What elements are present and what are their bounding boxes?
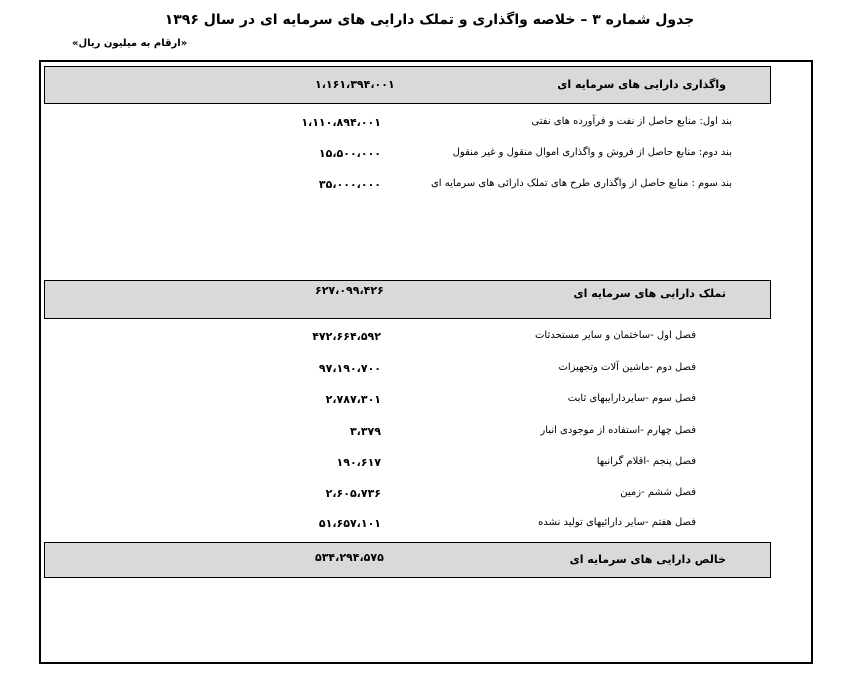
acquisition-item-amount: ۲،۶۰۵،۷۳۶ [325, 487, 381, 500]
acquisition-item-amount: ۵۱،۶۵۷،۱۰۱ [318, 517, 381, 530]
disposal-item-label: بند سوم : منابع حاصل از واگذاری طرح های تملک دارائی های سرمایه ای [430, 178, 732, 189]
acquisition-item-label: فصل اول -ساختمان و سایر مستحدثات [535, 330, 696, 341]
acquisition-item-label: فصل دوم -ماشین آلات وتجهیزات [558, 362, 696, 373]
net-header-row [44, 542, 771, 578]
disposal-header-row [44, 66, 771, 104]
net-amount: ۵۳۴،۲۹۴،۵۷۵ [315, 551, 384, 564]
disposal-item-2 [0, 147, 859, 163]
acquisition-item-3 [0, 393, 859, 409]
net-label: خالص دارایی های سرمایه ای [569, 553, 726, 566]
acquisition-item-2 [0, 362, 859, 378]
disposal-item-1 [0, 116, 859, 132]
acquisition-item-label: فصل هفتم -سایر دارائیهای تولید نشده [538, 517, 696, 528]
acquisition-item-amount: ۳،۳۷۹ [349, 425, 381, 438]
unit-note: «ارقام به میلیون ریال» [72, 38, 188, 49]
acquisition-header-amount: ۶۲۷،۰۹۹،۴۲۶ [315, 284, 384, 297]
page-title: جدول شماره ۳ – خلاصه واگذاری و تملک دارایی های سرمایه ای در سال ۱۳۹۶ [164, 12, 695, 28]
acquisition-item-label: فصل سوم -سایردارایبهای ثابت [567, 393, 696, 404]
disposal-item-amount: ۱۵،۵۰۰،۰۰۰ [318, 147, 381, 160]
disposal-header-amount: ۱،۱۶۱،۳۹۴،۰۰۱ [315, 78, 395, 91]
acquisition-item-amount: ۴۷۲،۶۶۴،۵۹۲ [312, 330, 381, 343]
acquisition-item-7 [0, 517, 859, 533]
disposal-header-label: واگذاری دارایی های سرمایه ای [557, 78, 726, 91]
disposal-item-amount: ۳۵،۰۰۰،۰۰۰ [318, 178, 381, 191]
disposal-item-label: بند اول: منابع حاصل از نفت و فرآورده های نفتی [531, 116, 732, 127]
acquisition-item-label: فصل پنجم -اقلام گرانبها [596, 456, 696, 467]
acquisition-item-5 [0, 456, 859, 472]
disposal-item-3 [0, 178, 859, 194]
acquisition-item-amount: ۹۷،۱۹۰،۷۰۰ [318, 362, 381, 375]
acquisition-item-amount: ۲،۷۸۷،۳۰۱ [325, 393, 381, 406]
disposal-item-label: بند دوم: منابع حاصل از فروش و واگذاری اموال منقول و غیر منقول [452, 147, 732, 158]
acquisition-item-6 [0, 487, 859, 503]
acquisition-header-label: تملک دارایی های سرمایه ای [573, 287, 726, 300]
acquisition-header-row [44, 280, 771, 319]
disposal-item-amount: ۱،۱۱۰،۸۹۴،۰۰۱ [301, 116, 381, 129]
acquisition-item-1 [0, 330, 859, 346]
acquisition-item-label: فصل چهارم -استفاده از موجودی انبار [540, 425, 696, 436]
acquisition-item-4 [0, 425, 859, 441]
acquisition-item-amount: ۱۹۰،۶۱۷ [336, 456, 381, 469]
acquisition-item-label: فصل ششم -زمین [620, 487, 696, 498]
